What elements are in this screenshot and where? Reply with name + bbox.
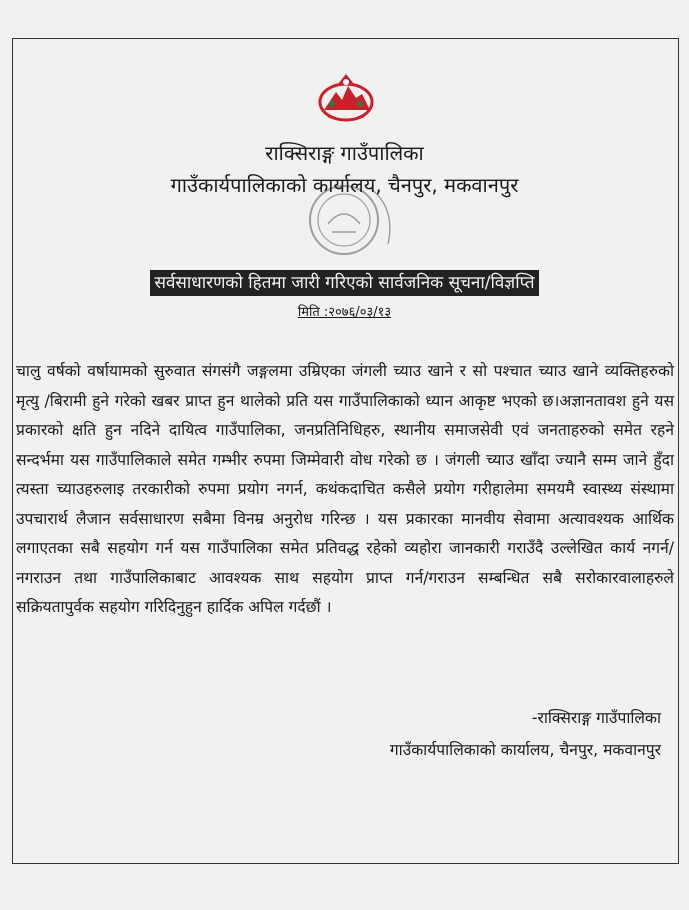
notice-title: सर्वसाधारणको हितमा जारी गरिएको सार्वजनिक सूचना/विज्ञप्ति bbox=[150, 270, 538, 296]
notice-title-wrap bbox=[0, 270, 689, 296]
nepal-emblem-icon bbox=[314, 72, 378, 122]
notice-body: चालु वर्षको वर्षायामको सुरुवात संगसंगै जङ्गलमा उम्रिएका जंगली च्याउ खाने र सो पश्चात च्याउ खाने व्यक्तिहरुको मृत्यु /बिरामी हुने गरेको खबर प्राप्त हुन थालेको प्रति यस गाउँपालिकाको ध्यान आकृष्ट भएको छ।अज्ञानतावश हुने यस प्रकारको क्षति हुन नदिने दायित्व गाउँपालिका, जनप्रतिनिधिहरु, स्थानीय समाजसेवी एवं जनताहरुको समेत रहने सन्दर्भमा यस गाउँपालिकाले समेत गम्भीर रुपमा जिम्मेवारी वोध गरेको छ । जंगली च्याउ खाँदा ज्यानै सम्म जाने हुँदा त्यस्ता च्याउहरुलाइ तरकारीको रुपमा प्रयोग नगर्न, कथंकदाचित कसैले प्रयोग गरीहालेमा समयमै स्वास्थ्य संस्थामा उपचारार्थ लैजान सर्वसाधारण सबैमा विनम्र अनुरोध गरिन्छ । यस प्रकारका मानवीय सेवामा अत्यावश्यक आर्थिक लगाएतका सबै सहयोग गर्न यस गाउँपालिका समेत प्रतिवद्ध रहेको व्यहोरा जानकारी गराउँदै उल्लेखित कार्य नगर्न/ नगराउन तथा गाउँपालिकाबाट आवश्यक साथ सहयोग प्राप्त गर्न/गराउन सम्बन्धित सबै सरोकारवालाहरुले सक्रियतापुर्वक सहयोग गरिदिनुहुन हार्दिक अपिल गर्दछौं । bbox=[16, 362, 674, 616]
notice-date-text: मिति :२०७६/०३/१३ bbox=[297, 305, 392, 320]
org-name: राक्सिराङ्ग गाउँपालिका bbox=[265, 141, 424, 165]
notice-date bbox=[0, 302, 689, 320]
office-name: गाउँकार्यपालिकाको कार्यालय, चैनपुर, मकवानपुर bbox=[170, 173, 519, 197]
signature-org: -राक्सिराङ्ग गाउँपालिका bbox=[531, 709, 661, 727]
signature-office: गाउँकार्यपालिकाको कार्यालय, चैनपुर, मकवानपुर bbox=[389, 741, 661, 759]
